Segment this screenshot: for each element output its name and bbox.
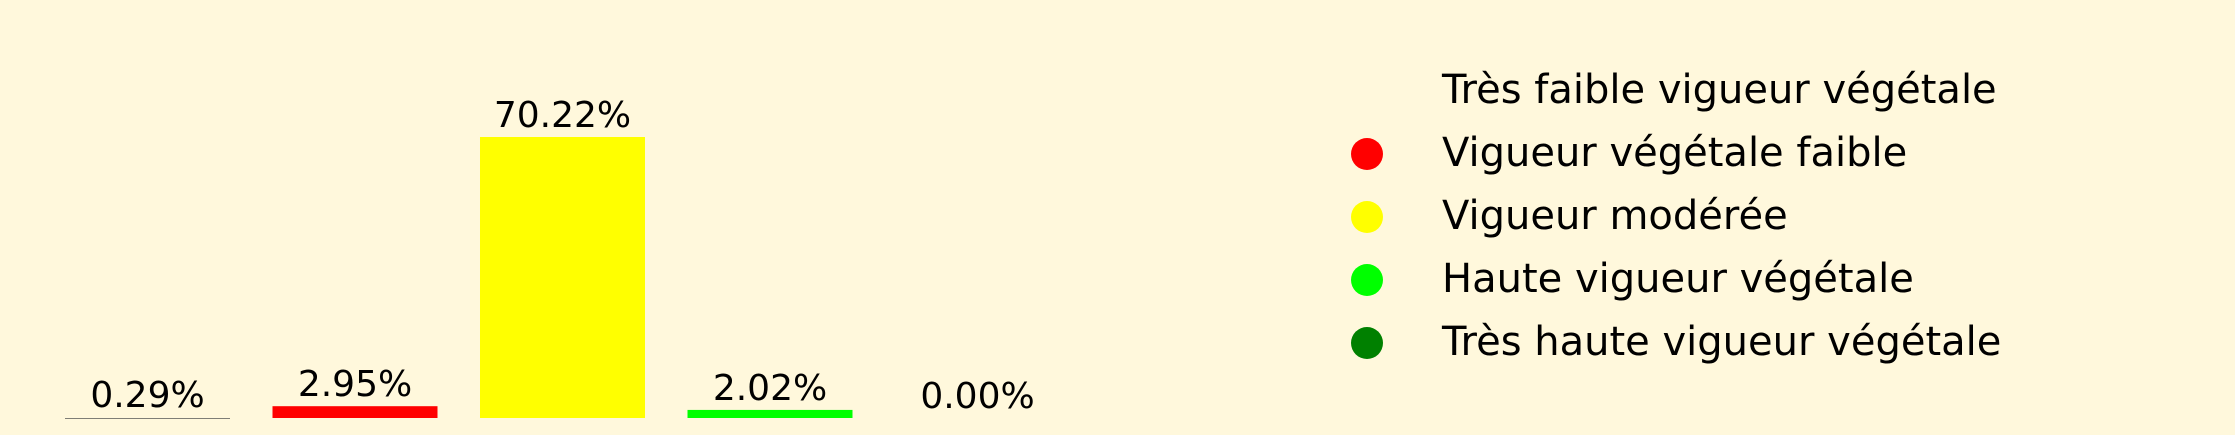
- bar-value-label: 70.22%: [493, 95, 632, 136]
- legend-marker-4: [1351, 264, 1383, 296]
- bar-value-label: 0.00%: [920, 376, 1035, 417]
- bar-4: [688, 410, 853, 418]
- legend-label-4: Haute vigueur végétale: [1442, 256, 1914, 302]
- legend-marker-1: [1351, 75, 1383, 107]
- legend-marker-2: [1351, 138, 1383, 170]
- bar-value-label: 2.02%: [712, 367, 828, 409]
- bar-1: [65, 417, 230, 418]
- legend-label-1: Très faible vigueur végétale: [1442, 67, 1997, 113]
- bar-value-label: 0.29%: [90, 374, 205, 416]
- legend-label-3: Vigueur modérée: [1442, 193, 1788, 239]
- legend-marker-3: [1351, 201, 1383, 233]
- bar-2: [273, 406, 438, 418]
- legend-marker-5: [1351, 327, 1383, 359]
- bar-3: [480, 137, 645, 418]
- legend-label-2: Vigueur végétale faible: [1442, 130, 1908, 176]
- bar-value-label: 2.95%: [297, 364, 413, 406]
- legend-label-5: Très haute vigueur végétale: [1442, 319, 2002, 365]
